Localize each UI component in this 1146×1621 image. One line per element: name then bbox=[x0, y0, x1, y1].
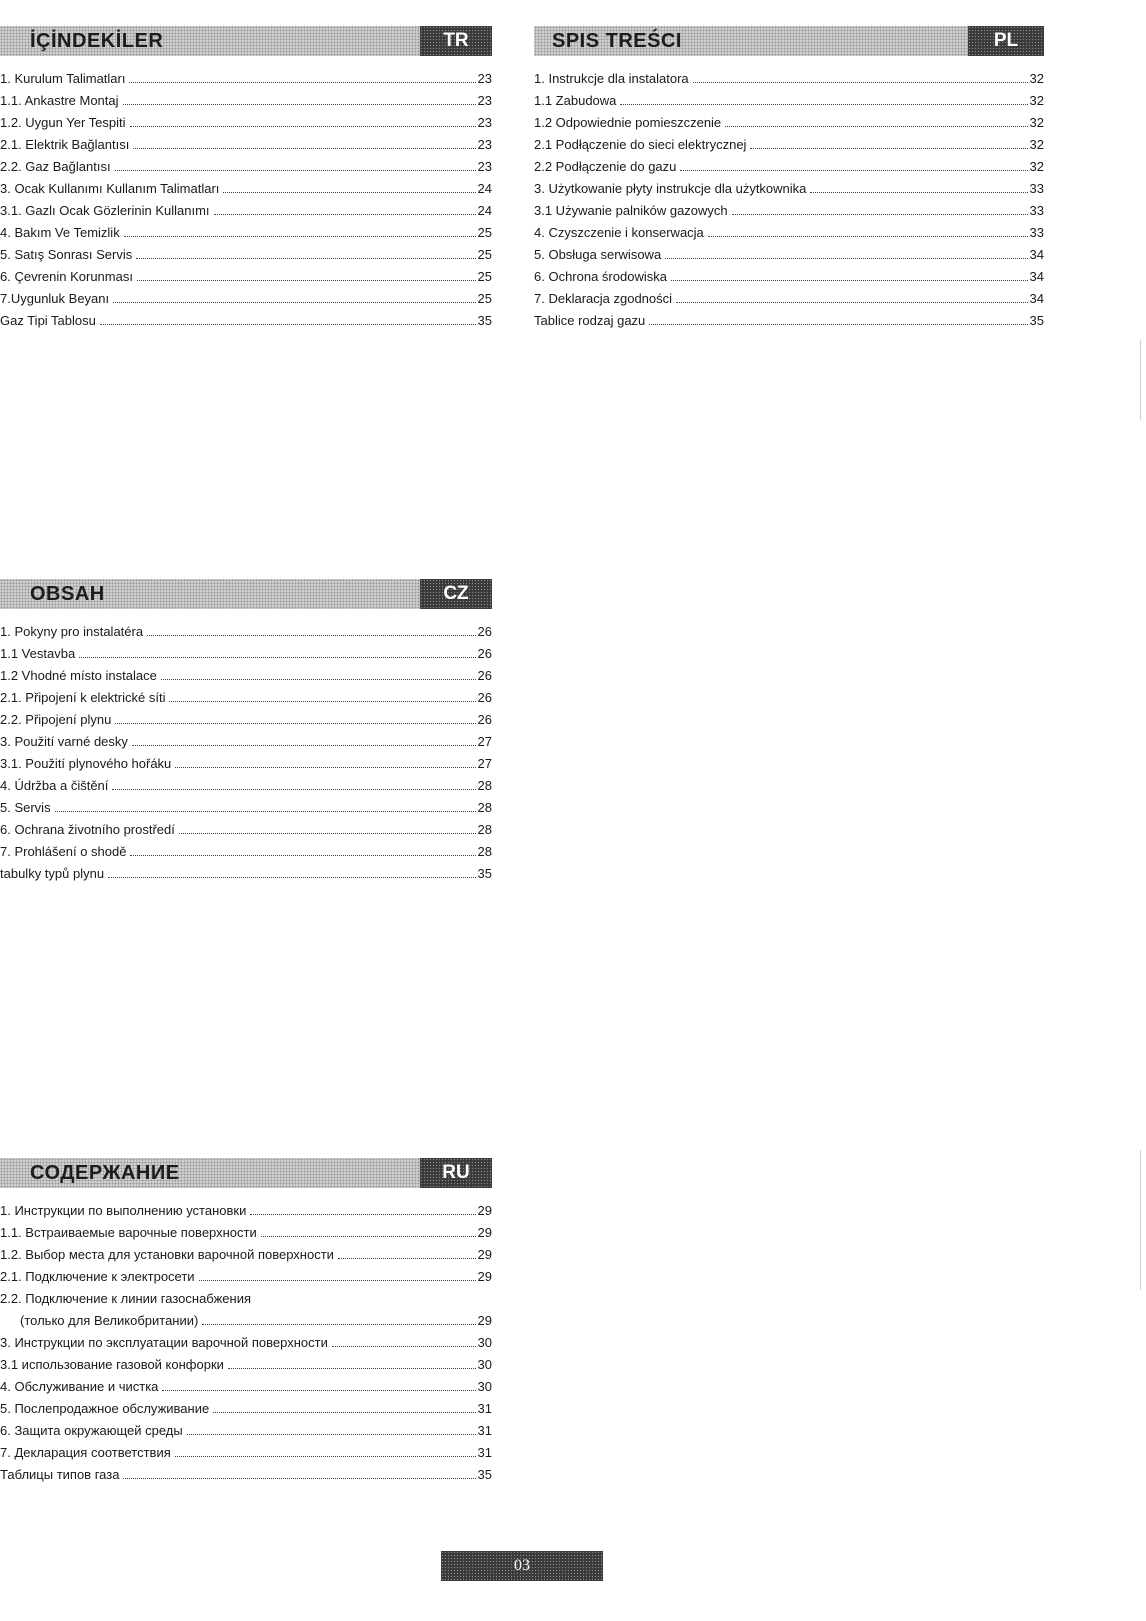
toc-entry-page: 35 bbox=[477, 1467, 492, 1482]
toc-entry-label: 6. Çevrenin Korunması bbox=[0, 269, 133, 284]
toc-entry-label: 1.2. Выбор места для установки варочной поверхности bbox=[0, 1247, 334, 1262]
toc-entry-page: 25 bbox=[477, 291, 492, 306]
toc-entry-page: 33 bbox=[1029, 203, 1044, 218]
toc-entry-label: 1.1 Vestavba bbox=[0, 646, 76, 661]
toc-title: СОДЕРЖАНИЕ bbox=[30, 1162, 180, 1184]
toc-entry-label: 1.1. Ankastre Montaj bbox=[0, 93, 119, 108]
language-badge: RU bbox=[420, 1158, 492, 1188]
toc-section-tr bbox=[0, 26, 492, 332]
toc-title: İÇİNDEKİLER bbox=[30, 30, 164, 52]
toc-entry bbox=[0, 841, 492, 863]
toc-entry-label: 4. Czyszczenie i konserwacja bbox=[534, 225, 704, 240]
toc-entry bbox=[534, 156, 1044, 178]
toc-entry bbox=[0, 1222, 492, 1244]
toc-entry-label: 3.1 использование газовой конфорки bbox=[0, 1357, 224, 1372]
toc-entry-page: 31 bbox=[477, 1423, 492, 1438]
dot-leader bbox=[123, 104, 476, 105]
toc-entry-page: 26 bbox=[477, 690, 492, 705]
dot-leader bbox=[213, 1412, 475, 1413]
toc-entry-label: Tablice rodzaj gazu bbox=[534, 313, 646, 328]
dot-leader bbox=[671, 280, 1028, 281]
toc-entry bbox=[534, 222, 1044, 244]
dot-leader bbox=[133, 148, 475, 149]
toc-entry bbox=[0, 1310, 492, 1332]
toc-entry-page: 26 bbox=[477, 624, 492, 639]
toc-entry bbox=[0, 819, 492, 841]
toc-entry-page: 32 bbox=[1029, 115, 1044, 130]
toc-entry-label: 5. Послепродажное обслуживание bbox=[0, 1401, 210, 1416]
page-number: 03 bbox=[441, 1551, 603, 1581]
dot-leader bbox=[79, 657, 475, 658]
toc-list bbox=[534, 68, 1044, 332]
dot-leader bbox=[202, 1324, 475, 1325]
toc-entry-label: 7. Deklaracja zgodności bbox=[534, 291, 673, 306]
toc-section-ru bbox=[0, 1158, 492, 1486]
toc-entry bbox=[0, 775, 492, 797]
toc-entry-page: 28 bbox=[477, 822, 492, 837]
toc-entry-label: 1.2 Vhodné místo instalace bbox=[0, 668, 157, 683]
dot-leader bbox=[136, 258, 475, 259]
toc-entry-label: Gaz Tipi Tablosu bbox=[0, 313, 96, 328]
dot-leader bbox=[338, 1258, 476, 1259]
toc-entry-page: 25 bbox=[477, 247, 492, 262]
dot-leader bbox=[665, 258, 1027, 259]
dot-leader bbox=[55, 811, 476, 812]
toc-entry bbox=[0, 731, 492, 753]
dot-leader bbox=[129, 82, 475, 83]
dot-leader bbox=[124, 236, 476, 237]
toc-entry-page: 34 bbox=[1029, 269, 1044, 284]
toc-entry-page: 24 bbox=[477, 203, 492, 218]
toc-list bbox=[0, 621, 492, 885]
toc-entry-page: 35 bbox=[477, 866, 492, 881]
toc-entry-page: 23 bbox=[477, 159, 492, 174]
dot-leader bbox=[250, 1214, 475, 1215]
toc-entry-label: 3. Ocak Kullanımı Kullanım Talimatları bbox=[0, 181, 220, 196]
toc-entry-label: 4. Обслуживание и чистка bbox=[0, 1379, 159, 1394]
toc-entry-label: 5. Obsługa serwisowa bbox=[534, 247, 662, 262]
toc-entry-page: 28 bbox=[477, 844, 492, 859]
toc-entry-label: 4. Údržba a čištění bbox=[0, 778, 109, 793]
toc-entry-label: 3. Инструкции по эксплуатации варочной поверхности bbox=[0, 1335, 328, 1350]
toc-entry-label: 1.2 Odpowiednie pomieszczenie bbox=[534, 115, 722, 130]
toc-entry-page: 32 bbox=[1029, 137, 1044, 152]
dot-leader bbox=[115, 723, 475, 724]
dot-leader bbox=[261, 1236, 476, 1237]
toc-entry-page: 34 bbox=[1029, 247, 1044, 262]
toc-entry-page: 26 bbox=[477, 712, 492, 727]
toc-list bbox=[0, 68, 492, 332]
toc-entry-label: 5. Satış Sonrası Servis bbox=[0, 247, 133, 262]
toc-title: SPIS TREŚCI bbox=[552, 30, 682, 52]
toc-entry-page: 29 bbox=[477, 1313, 492, 1328]
toc-entry-page: 26 bbox=[477, 668, 492, 683]
dot-leader bbox=[187, 1434, 476, 1435]
toc-entry-label: 3. Použití varné desky bbox=[0, 734, 128, 749]
dot-leader bbox=[112, 789, 475, 790]
toc-entry-label: 2.2. Подключение к линии газоснабжения bbox=[0, 1291, 251, 1306]
toc-entry bbox=[534, 178, 1044, 200]
toc-entry bbox=[534, 288, 1044, 310]
toc-entry bbox=[0, 68, 492, 90]
dot-leader bbox=[123, 1478, 475, 1479]
toc-entry-page: 29 bbox=[477, 1225, 492, 1240]
scan-artifact bbox=[1140, 340, 1141, 420]
toc-entry-label: 6. Ochrana životního prostředí bbox=[0, 822, 175, 837]
toc-entry bbox=[0, 1200, 492, 1222]
toc-entry-label: 1. Instrukcje dla instalatora bbox=[534, 71, 689, 86]
toc-entry bbox=[534, 310, 1044, 332]
toc-header bbox=[0, 1158, 492, 1188]
toc-entry bbox=[0, 244, 492, 266]
toc-entry bbox=[0, 1266, 492, 1288]
toc-entry-label: 2.1. Подключение к электросети bbox=[0, 1269, 195, 1284]
dot-leader bbox=[113, 302, 475, 303]
toc-entry-label: 1. Kurulum Talimatları bbox=[0, 71, 126, 86]
toc-entry-page: 23 bbox=[477, 137, 492, 152]
dot-leader bbox=[620, 104, 1027, 105]
dot-leader bbox=[214, 214, 476, 215]
toc-entry-label: 1. Инструкции по выполнению установки bbox=[0, 1203, 247, 1218]
toc-entry-label: 3.1. Gazlı Ocak Gözlerinin Kullanımı bbox=[0, 203, 210, 218]
dot-leader bbox=[130, 126, 476, 127]
toc-header bbox=[0, 579, 492, 609]
toc-entry-page: 33 bbox=[1029, 225, 1044, 240]
toc-entry bbox=[0, 1288, 492, 1310]
dot-leader bbox=[750, 148, 1027, 149]
toc-entry-page: 25 bbox=[477, 269, 492, 284]
toc-entry-label: 3.1 Używanie palników gazowych bbox=[534, 203, 728, 218]
toc-entry-page: 29 bbox=[477, 1269, 492, 1284]
toc-section-cz bbox=[0, 579, 492, 885]
toc-entry bbox=[0, 310, 492, 332]
toc-entry bbox=[0, 288, 492, 310]
toc-entry-page: 30 bbox=[477, 1357, 492, 1372]
toc-entry bbox=[0, 709, 492, 731]
toc-entry-page: 23 bbox=[477, 115, 492, 130]
toc-entry bbox=[0, 178, 492, 200]
toc-entry bbox=[0, 1376, 492, 1398]
toc-entry-page: 29 bbox=[477, 1203, 492, 1218]
toc-entry-page: 28 bbox=[477, 800, 492, 815]
toc-entry bbox=[0, 200, 492, 222]
toc-entry bbox=[0, 621, 492, 643]
dot-leader bbox=[100, 324, 476, 325]
toc-entry bbox=[0, 687, 492, 709]
toc-entry bbox=[534, 244, 1044, 266]
toc-entry-label: 2.1. Elektrik Bağlantısı bbox=[0, 137, 130, 152]
toc-entry bbox=[0, 863, 492, 885]
dot-leader bbox=[115, 170, 476, 171]
toc-entry-label: 1. Pokyny pro instalatéra bbox=[0, 624, 144, 639]
toc-entry-label: 2.1. Připojení k elektrické síti bbox=[0, 690, 166, 705]
dot-leader bbox=[693, 82, 1028, 83]
toc-entry-page: 27 bbox=[477, 734, 492, 749]
toc-entry bbox=[0, 665, 492, 687]
toc-entry-label: 6. Ochrona środowiska bbox=[534, 269, 667, 284]
toc-entry bbox=[534, 90, 1044, 112]
toc-entry-page: 35 bbox=[1029, 313, 1044, 328]
toc-entry bbox=[0, 1354, 492, 1376]
toc-entry-label: 6. Защита окружающей среды bbox=[0, 1423, 183, 1438]
toc-entry-page: 23 bbox=[477, 71, 492, 86]
toc-entry-page: 26 bbox=[477, 646, 492, 661]
toc-entry-page: 32 bbox=[1029, 93, 1044, 108]
toc-entry-label: 1.2. Uygun Yer Tespiti bbox=[0, 115, 126, 130]
toc-entry-page: 31 bbox=[477, 1445, 492, 1460]
toc-entry-page: 35 bbox=[477, 313, 492, 328]
toc-entry bbox=[0, 134, 492, 156]
dot-leader bbox=[132, 745, 476, 746]
toc-entry-label: 1.1. Встраиваемые варочные поверхности bbox=[0, 1225, 257, 1240]
toc-entry-label: 1.1 Zabudowa bbox=[534, 93, 617, 108]
dot-leader bbox=[175, 767, 475, 768]
toc-entry bbox=[0, 1332, 492, 1354]
toc-entry-label: 2.1 Podłączenie do sieci elektrycznej bbox=[534, 137, 747, 152]
toc-entry-label: 7.Uygunluk Beyanı bbox=[0, 291, 110, 306]
dot-leader bbox=[649, 324, 1027, 325]
toc-entry-page: 29 bbox=[477, 1247, 492, 1262]
dot-leader bbox=[732, 214, 1028, 215]
toc-entry-page: 27 bbox=[477, 756, 492, 771]
toc-entry bbox=[0, 1398, 492, 1420]
toc-entry-page: 24 bbox=[477, 181, 492, 196]
toc-list bbox=[0, 1200, 492, 1486]
scan-artifact bbox=[1140, 1150, 1141, 1290]
dot-leader bbox=[130, 855, 475, 856]
toc-title: OBSAH bbox=[30, 583, 105, 605]
language-badge: CZ bbox=[420, 579, 492, 609]
toc-entry-label: 2.2 Podłączenie do gazu bbox=[534, 159, 677, 174]
dot-leader bbox=[676, 302, 1028, 303]
toc-entry-page: 23 bbox=[477, 93, 492, 108]
dot-leader bbox=[162, 1390, 475, 1391]
toc-entry bbox=[534, 68, 1044, 90]
toc-entry bbox=[0, 797, 492, 819]
toc-entry-page: 32 bbox=[1029, 159, 1044, 174]
dot-leader bbox=[228, 1368, 476, 1369]
toc-entry-label: 7. Декларация соответствия bbox=[0, 1445, 171, 1460]
toc-entry bbox=[0, 222, 492, 244]
toc-entry-page: 34 bbox=[1029, 291, 1044, 306]
toc-entry-page: 33 bbox=[1029, 181, 1044, 196]
toc-entry-page: 31 bbox=[477, 1401, 492, 1416]
toc-entry bbox=[534, 112, 1044, 134]
dot-leader bbox=[147, 635, 475, 636]
dot-leader bbox=[680, 170, 1027, 171]
toc-entry-label: 3.1. Použití plynového hořáku bbox=[0, 756, 172, 771]
toc-entry-label: 3. Użytkowanie płyty instrukcje dla użytkownika bbox=[534, 181, 807, 196]
toc-section-pl bbox=[534, 26, 1044, 332]
toc-entry bbox=[534, 200, 1044, 222]
toc-header bbox=[0, 26, 492, 56]
language-badge: TR bbox=[420, 26, 492, 56]
toc-entry bbox=[534, 266, 1044, 288]
toc-entry-page: 25 bbox=[477, 225, 492, 240]
dot-leader bbox=[223, 192, 475, 193]
toc-entry bbox=[0, 112, 492, 134]
toc-entry-page: 30 bbox=[477, 1379, 492, 1394]
dot-leader bbox=[108, 877, 475, 878]
dot-leader bbox=[810, 192, 1027, 193]
toc-entry-label: (только для Великобритании) bbox=[20, 1313, 199, 1328]
language-badge: PL bbox=[968, 26, 1044, 56]
toc-entry bbox=[0, 1442, 492, 1464]
toc-entry-label: 4. Bakım Ve Temizlik bbox=[0, 225, 120, 240]
toc-entry bbox=[0, 156, 492, 178]
toc-entry bbox=[0, 1244, 492, 1266]
dot-leader bbox=[137, 280, 476, 281]
dot-leader bbox=[161, 679, 476, 680]
dot-leader bbox=[725, 126, 1027, 127]
toc-entry-page: 30 bbox=[477, 1335, 492, 1350]
dot-leader bbox=[175, 1456, 476, 1457]
dot-leader bbox=[179, 833, 476, 834]
toc-entry-label: Таблицы типов газа bbox=[0, 1467, 120, 1482]
toc-entry bbox=[0, 1420, 492, 1442]
dot-leader bbox=[708, 236, 1028, 237]
toc-entry-label: 7. Prohlášení o shodě bbox=[0, 844, 127, 859]
dot-leader bbox=[169, 701, 475, 702]
toc-entry-page: 32 bbox=[1029, 71, 1044, 86]
toc-entry bbox=[0, 753, 492, 775]
toc-entry-label: tabulky typů plynu bbox=[0, 866, 105, 881]
toc-entry bbox=[0, 643, 492, 665]
toc-entry bbox=[0, 266, 492, 288]
toc-entry-page: 28 bbox=[477, 778, 492, 793]
toc-entry bbox=[0, 1464, 492, 1486]
toc-entry bbox=[0, 90, 492, 112]
toc-header bbox=[534, 26, 1044, 56]
toc-entry-label: 2.2. Připojení plynu bbox=[0, 712, 112, 727]
dot-leader bbox=[332, 1346, 476, 1347]
toc-entry-label: 2.2. Gaz Bağlantısı bbox=[0, 159, 111, 174]
dot-leader bbox=[199, 1280, 476, 1281]
toc-entry bbox=[534, 134, 1044, 156]
toc-entry-label: 5. Servis bbox=[0, 800, 51, 815]
